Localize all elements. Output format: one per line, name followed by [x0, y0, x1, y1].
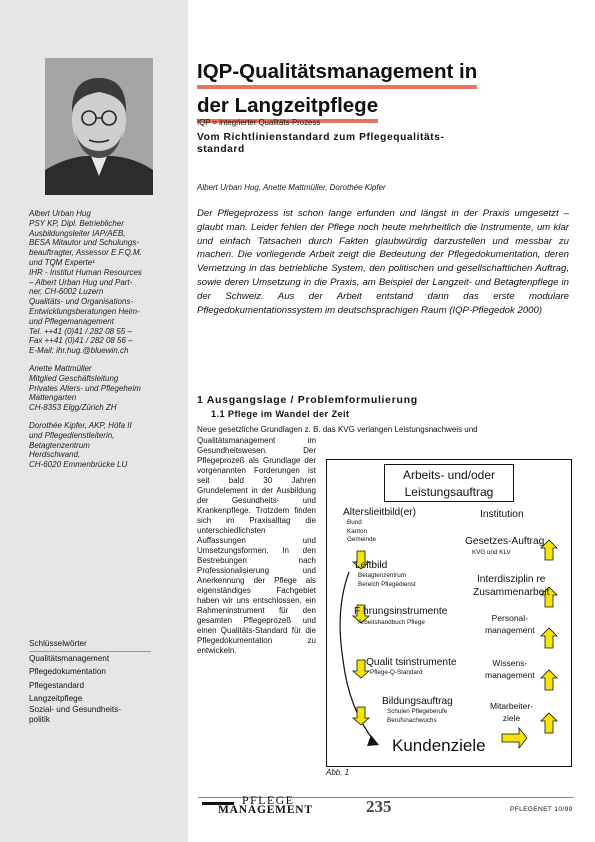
figure-right-3-head: Interdisziplin re Zusammenarbeit	[473, 574, 550, 598]
author-bio-mattmueller: Anette Mattmüller Mitglied Geschäftsleitung Privates Alters- und Pflegeheim Mattengarten CH-8353 Elgg/Zürich ZH	[29, 363, 141, 413]
author-bio-hug: Albert Urban Hug PSY KP, Dipl. Betrieblicher Ausbildungsleiter IAP/AEB, BESA Mitautor und Schulungs- beauftragter, Assessor E.F.Q.M. und TQM Experte¹ IHR - Institut Human Resources – Albert Urban Hug und Part- ner, CH-6002 Luzern Qualitäts- und Organisations- Entwicklungsberatungen Heim- und Pflegemanagement Tel. ++41 (0)41 / 282 08 55 – Fax ++41 (0)41 / 282 08 56 – E-Mail: ihr.hug.@bluewin.ch	[29, 209, 142, 356]
figure-left-4-head: Qualit tsinstrumente	[366, 657, 457, 668]
keyword-item: Qualitätsmanagement	[29, 654, 110, 664]
logo-text-bottom: MANAGEMENT	[218, 804, 313, 816]
iqp-definition: IQP = integrierter Qualitäts-Prozess	[197, 118, 321, 127]
figure-right-2-head: Gesetzes-Auftrag	[465, 536, 545, 547]
author-bio-kipfer: Dorothée Kipfer, AKP, Höfa II und Pflegedienstleiterin, Betagtenzentrum Herdschwand, CH-6020 Emmenbrücke LU	[29, 420, 132, 470]
figure-right-6-head: Mitarbeiter- ziele	[490, 701, 533, 723]
keyword-item: Sozial- und Gesundheits- politik	[29, 705, 121, 725]
figure-diagram	[326, 459, 572, 767]
keyword-item: Pflegedokumentation	[29, 667, 106, 677]
figure-left-2-sub: Betagtenzentrum Bereich Pflegedienst	[358, 572, 416, 588]
author-line: Albert Urban Hug, Anette Mattmüller, Dorothée Kipfer	[197, 183, 386, 192]
page-title	[197, 55, 477, 123]
page-subtitle: Vom Richtlinienstandard zum Pflegequalitäts- standard	[197, 132, 445, 155]
figure-left-5-sub: Schulen Pflegeberufe Berufsnachwuchs	[387, 708, 448, 724]
figure-right-5-head: Wissens- management	[485, 658, 535, 680]
figure-left-3-head: F hrungsinstrumente	[354, 606, 448, 617]
author-photo	[45, 58, 153, 195]
figure-left-1-sub: Bund Kanton Gemeinde	[347, 519, 377, 543]
figure-left-5-head: Bildungsauftrag	[382, 696, 453, 707]
author-bio	[29, 209, 183, 478]
author-portrait-image	[45, 58, 153, 195]
title-line-1: IQP-Qualitätsmanagement in	[197, 60, 477, 89]
subsection-heading: 1.1 Pflege im Wandel der Zeit	[211, 409, 350, 419]
figure-right-4-head: Personal- management	[485, 613, 535, 635]
body-text-column: Qualitätsmanagement im Gesundheitswesen. Der Pflegeprozeß als Grundlage der vorgenannten Forderungen ist seit bald 30 Jahren Grundelement in der Ausbildung der Gesundheits- und Krankenpflege. Trotzdem finden sich im Praxisalltag die unterschiedlichsten Auffassungen und Umsetzungsformen. In den Bestrebungen nach Professionalisierung und Anerkennung der Pflege als eigenständiges Fachgebiet haben wir uns entschlossen, ein Rahmeninstrument für den gesamten Pflegeprozeß und einen Qualitäts-Standard für die Pflegedokumentation zu entwickeln.	[197, 436, 316, 655]
logo-text-top: PFLEGE	[242, 793, 295, 807]
section-heading: 1 Ausgangslage / Problemformulierung	[197, 394, 418, 406]
abstract: Der Pflegeprozess ist schon lange erfunden und längst in der Praxis umgesetzt – glaubt man. Leider fehlen der Pflege noch heute mehrheitlich die Instrumente, um klar und einfach Tatsachen durch Fakten glaubwürdig darzustellen und messbar zu machen. Die vorliegende Arbeit zeigt die Bedeutung der Pflegedokumentation, deren Vernetzung in das betriebliche System, den politischen und gesellschaftlichen Auftrag, sowie deren Umsetzung in die Praxis, am Beispiel der Langzeit- und Betagtenpflege in der Schweiz. Aus der Arbeit entstand dann das erste modulare Pflegedokumentationssystem im deutschsprachigen Raum (IQP-Pflegedok 2000)	[197, 208, 569, 316]
keyword-item: Pflegestandard	[29, 680, 85, 690]
magazine-logo	[200, 790, 328, 818]
keyword-item: Langzeitpflege	[29, 693, 83, 703]
issue-label: PFLEGENET 10/99	[510, 806, 573, 813]
figure-caption: Abb. 1	[326, 768, 350, 777]
body-intro-line: Neue gesetzliche Grundlagen z. B. das KVG verlangen Leistungsnachweis und	[197, 425, 478, 434]
figure-right-2-sub: KVG und KLV	[472, 549, 511, 556]
figure-left-4-sub: Pflege-Q-Standard	[370, 669, 423, 676]
figure-left-2-head: Leitbild	[355, 560, 388, 571]
figure-left-1-head: Alterslieitbild(er)	[343, 507, 417, 518]
figure-title-box: Arbeits- und/oder Leistungsauftrag	[384, 464, 514, 502]
keywords-list	[29, 637, 179, 725]
figure-right-1-head: Institution	[480, 509, 524, 520]
figure-left-3-sub: Arbeitshandbuch Pflege	[358, 619, 425, 626]
page-number: 235	[366, 797, 392, 816]
keywords-heading: Schlüsselwörter	[29, 639, 87, 648]
figure-goal-label: Kundenziele	[392, 736, 486, 755]
title-line-2: der Langzeitpflege	[197, 94, 378, 123]
